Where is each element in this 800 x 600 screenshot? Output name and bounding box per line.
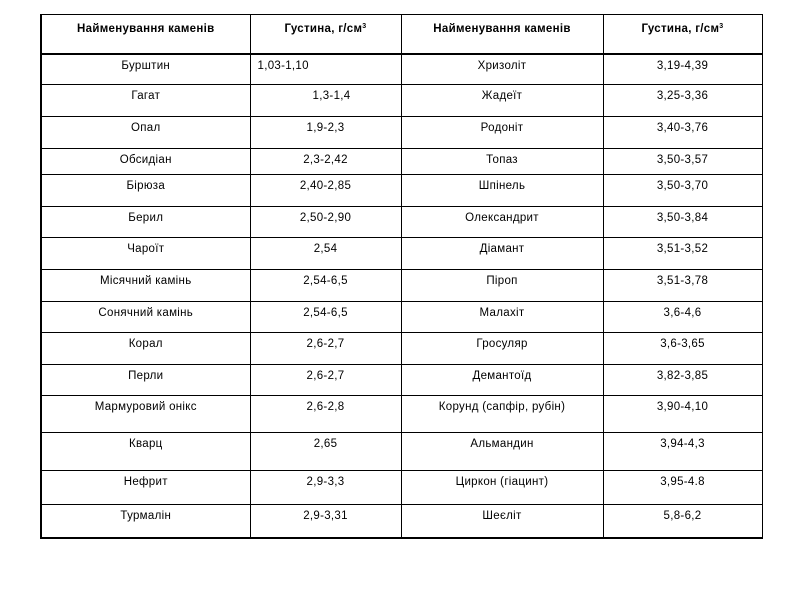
table-row: [41, 207, 762, 238]
density-cell: 1,03-1,10: [250, 54, 401, 85]
table-row: [41, 149, 762, 175]
stone-name-cell: Перли: [41, 365, 250, 396]
stone-name-cell: Кварц: [41, 433, 250, 471]
density-cell: 3,51-3,78: [603, 270, 762, 302]
table-row: [41, 85, 762, 117]
table-row: [41, 433, 762, 471]
header-stone-name-1: Найменування каменів: [41, 15, 250, 54]
table-header-row: [41, 15, 762, 54]
stone-name-cell: Турмалін: [41, 505, 250, 538]
density-cell: 2,9-3,31: [250, 505, 401, 538]
stone-name-cell: Гросуляр: [401, 333, 603, 365]
table-row: [41, 175, 762, 207]
stone-name-cell: Корунд (сапфір, рубін): [401, 396, 603, 433]
density-cell: 2,6-2,7: [250, 365, 401, 396]
density-table-container: [40, 14, 761, 539]
density-cell: 2,40-2,85: [250, 175, 401, 207]
density-cell: 3,6-3,65: [603, 333, 762, 365]
header-density-2: Густина, $г/см^3$: [603, 15, 762, 54]
stone-name-cell: Діамант: [401, 238, 603, 270]
density-cell: 3,95-4.8: [603, 471, 762, 505]
stone-name-cell: Чароїт: [41, 238, 250, 270]
header-stone-name-2: Найменування каменів: [401, 15, 603, 54]
table-row: [41, 333, 762, 365]
stone-name-cell: Циркон (гіацинт): [401, 471, 603, 505]
density-cell: 3,6-4,6: [603, 302, 762, 333]
stone-name-cell: Олександрит: [401, 207, 603, 238]
stone-name-cell: Шеєліт: [401, 505, 603, 538]
stone-name-cell: Хризоліт: [401, 54, 603, 85]
stone-name-cell: Малахіт: [401, 302, 603, 333]
density-cell: 1,9-2,3: [250, 117, 401, 149]
density-cell: 2,54-6,5: [250, 270, 401, 302]
density-cell: 3,19-4,39: [603, 54, 762, 85]
stone-name-cell: Альмандин: [401, 433, 603, 471]
table-row: [41, 302, 762, 333]
stone-name-cell: Родоніт: [401, 117, 603, 149]
stone-name-cell: Піроп: [401, 270, 603, 302]
stone-name-cell: Сонячний камінь: [41, 302, 250, 333]
stone-name-cell: Берил: [41, 207, 250, 238]
density-cell: 2,3-2,42: [250, 149, 401, 175]
density-cell: 2,54: [250, 238, 401, 270]
density-cell: 2,54-6,5: [250, 302, 401, 333]
density-cell: 2,6-2,7: [250, 333, 401, 365]
density-cell: 3,90-4,10: [603, 396, 762, 433]
density-cell: 3,82-3,85: [603, 365, 762, 396]
density-cell: 2,6-2,8: [250, 396, 401, 433]
table-row: [41, 54, 762, 85]
stone-name-cell: Нефрит: [41, 471, 250, 505]
density-cell: 2,9-3,3: [250, 471, 401, 505]
stone-name-cell: Обсидіан: [41, 149, 250, 175]
stone-name-cell: Бірюза: [41, 175, 250, 207]
density-cell: 3,94-4,3: [603, 433, 762, 471]
stone-name-cell: Корал: [41, 333, 250, 365]
stone-name-cell: Топаз: [401, 149, 603, 175]
density-cell: 5,8-6,2: [603, 505, 762, 538]
density-cell: 2,65: [250, 433, 401, 471]
stone-name-cell: Опал: [41, 117, 250, 149]
table-row: [41, 365, 762, 396]
density-cell: 3,25-3,36: [603, 85, 762, 117]
table-row: [41, 270, 762, 302]
stone-name-cell: Гагат: [41, 85, 250, 117]
table-row: [41, 505, 762, 538]
stone-name-cell: Жадеїт: [401, 85, 603, 117]
table-row: [41, 471, 762, 505]
gem-density-table: [40, 14, 763, 539]
table-row: [41, 396, 762, 433]
density-cell: 2,50-2,90: [250, 207, 401, 238]
stone-name-cell: Місячний камінь: [41, 270, 250, 302]
density-cell: 3,51-3,52: [603, 238, 762, 270]
table-row: [41, 238, 762, 270]
density-cell: 3,40-3,76: [603, 117, 762, 149]
density-cell: 3,50-3,70: [603, 175, 762, 207]
stone-name-cell: Шпінель: [401, 175, 603, 207]
stone-name-cell: Мармуровий онікс: [41, 396, 250, 433]
density-cell: 1,3-1,4: [250, 85, 401, 117]
stone-name-cell: Бурштин: [41, 54, 250, 85]
density-cell: 3,50-3,57: [603, 149, 762, 175]
stone-name-cell: Демантоїд: [401, 365, 603, 396]
density-cell: 3,50-3,84: [603, 207, 762, 238]
table-row: [41, 117, 762, 149]
header-density-1: Густина, $г/см^3$: [250, 15, 401, 54]
